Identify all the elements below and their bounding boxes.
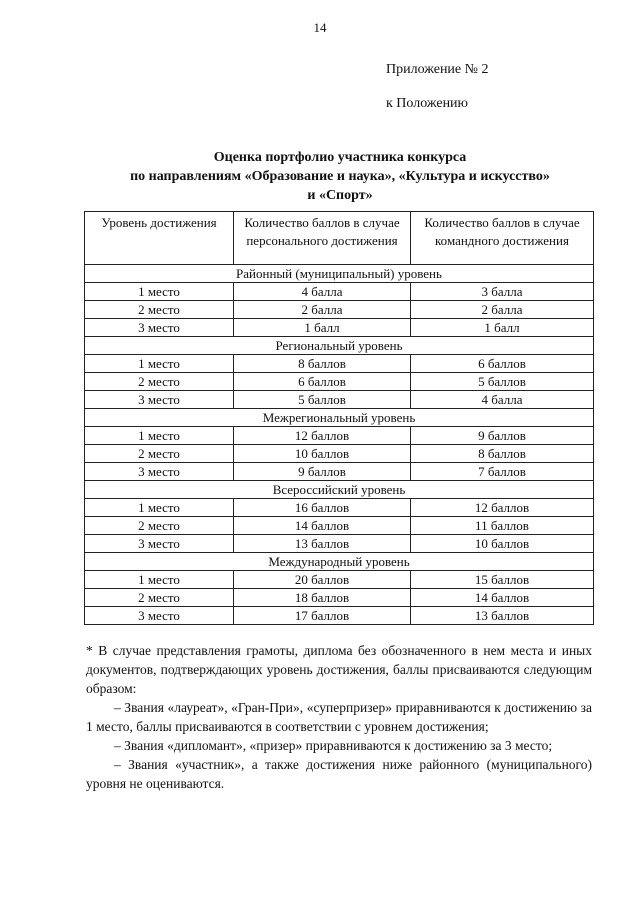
title-line: Оценка портфолио участника конкурса [213, 150, 467, 165]
personal-score-cell: 8 баллов [234, 355, 411, 373]
table-row [85, 445, 594, 463]
team-score-cell: 6 баллов [411, 355, 594, 373]
team-score-cell: 7 баллов [411, 463, 594, 481]
place-cell: 2 место [85, 589, 234, 607]
personal-score-cell: 20 баллов [234, 571, 411, 589]
team-score-cell: 5 баллов [411, 373, 594, 391]
team-score-cell: 10 баллов [411, 535, 594, 553]
personal-score-cell: 2 балла [234, 301, 411, 319]
footnote-item: – Звания «лауреат», «Гран-При», «суперпризер» приравниваются к достижению за 1 место, баллы присваиваются в соответствии с уровнем достижения; [86, 700, 592, 734]
level-row [85, 409, 594, 427]
table-row [85, 571, 594, 589]
personal-score-cell: 16 баллов [234, 499, 411, 517]
team-score-cell: 12 баллов [411, 499, 594, 517]
personal-score-cell: 10 баллов [234, 445, 411, 463]
level-label: Международный уровень [85, 553, 594, 571]
title-line: по направлениям «Образование и наука», «Культура и искусство» [130, 169, 550, 184]
team-score-cell: 2 балла [411, 301, 594, 319]
table-row [85, 499, 594, 517]
table-row [85, 517, 594, 535]
footnote-item: – Звания «дипломант», «призер» приравниваются к достижению за 3 место; [114, 738, 553, 753]
place-cell: 3 место [85, 391, 234, 409]
table-row [85, 463, 594, 481]
table-row [85, 319, 594, 337]
personal-score-cell: 6 баллов [234, 373, 411, 391]
place-cell: 3 место [85, 319, 234, 337]
personal-score-cell: 14 баллов [234, 517, 411, 535]
level-label: Всероссийский уровень [85, 481, 594, 499]
table-row [85, 607, 594, 625]
team-score-cell: 8 баллов [411, 445, 594, 463]
personal-score-cell: 5 баллов [234, 391, 411, 409]
level-row [85, 265, 594, 283]
table-row [85, 535, 594, 553]
table-row [85, 301, 594, 319]
level-label: Межрегиональный уровень [85, 409, 594, 427]
table-row [85, 283, 594, 301]
table-row [85, 373, 594, 391]
team-score-cell: 1 балл [411, 319, 594, 337]
header-level: Уровень достижения [85, 212, 234, 265]
footnote-intro: * В случае представления грамоты, диплома без обозначенного в нем места и иных документов, подтверждающих уровень достижения, баллы присваиваются следующим образом: [86, 643, 592, 696]
place-cell: 2 место [85, 445, 234, 463]
level-row [85, 481, 594, 499]
personal-score-cell: 4 балла [234, 283, 411, 301]
scoring-table [84, 211, 594, 625]
page-number: 14 [313, 20, 327, 35]
place-cell: 1 место [85, 283, 234, 301]
place-cell: 2 место [85, 373, 234, 391]
table-row [85, 427, 594, 445]
table-header-row [85, 212, 594, 265]
level-label: Региональный уровень [85, 337, 594, 355]
appendix-reference: к Положению [386, 96, 469, 111]
personal-score-cell: 17 баллов [234, 607, 411, 625]
place-cell: 1 место [85, 499, 234, 517]
team-score-cell: 13 баллов [411, 607, 594, 625]
place-cell: 1 место [85, 427, 234, 445]
appendix-number: Приложение № 2 [386, 62, 489, 77]
table-row [85, 589, 594, 607]
team-score-cell: 11 баллов [411, 517, 594, 535]
level-row [85, 337, 594, 355]
personal-score-cell: 12 баллов [234, 427, 411, 445]
team-score-cell: 14 баллов [411, 589, 594, 607]
personal-score-cell: 9 баллов [234, 463, 411, 481]
team-score-cell: 15 баллов [411, 571, 594, 589]
personal-score-cell: 1 балл [234, 319, 411, 337]
level-label: Районный (муниципальный) уровень [85, 265, 594, 283]
title-line: и «Спорт» [307, 188, 373, 203]
table-row [85, 355, 594, 373]
place-cell: 3 место [85, 607, 234, 625]
team-score-cell: 9 баллов [411, 427, 594, 445]
document-title [0, 148, 640, 205]
table-row [85, 391, 594, 409]
level-row [85, 553, 594, 571]
personal-score-cell: 18 баллов [234, 589, 411, 607]
place-cell: 2 место [85, 301, 234, 319]
place-cell: 1 место [85, 571, 234, 589]
place-cell: 3 место [85, 535, 234, 553]
table-body [85, 265, 594, 625]
footnote-item: – Звания «участник», а также достижения ниже районного (муниципального) уровня не оцениваются. [86, 757, 592, 791]
personal-score-cell: 13 баллов [234, 535, 411, 553]
place-cell: 1 место [85, 355, 234, 373]
place-cell: 2 место [85, 517, 234, 535]
footnote [86, 641, 592, 793]
place-cell: 3 место [85, 463, 234, 481]
header-personal: Количество баллов в случае персонального достижения [234, 212, 411, 265]
team-score-cell: 4 балла [411, 391, 594, 409]
header-team: Количество баллов в случае командного достижения [411, 212, 594, 265]
team-score-cell: 3 балла [411, 283, 594, 301]
